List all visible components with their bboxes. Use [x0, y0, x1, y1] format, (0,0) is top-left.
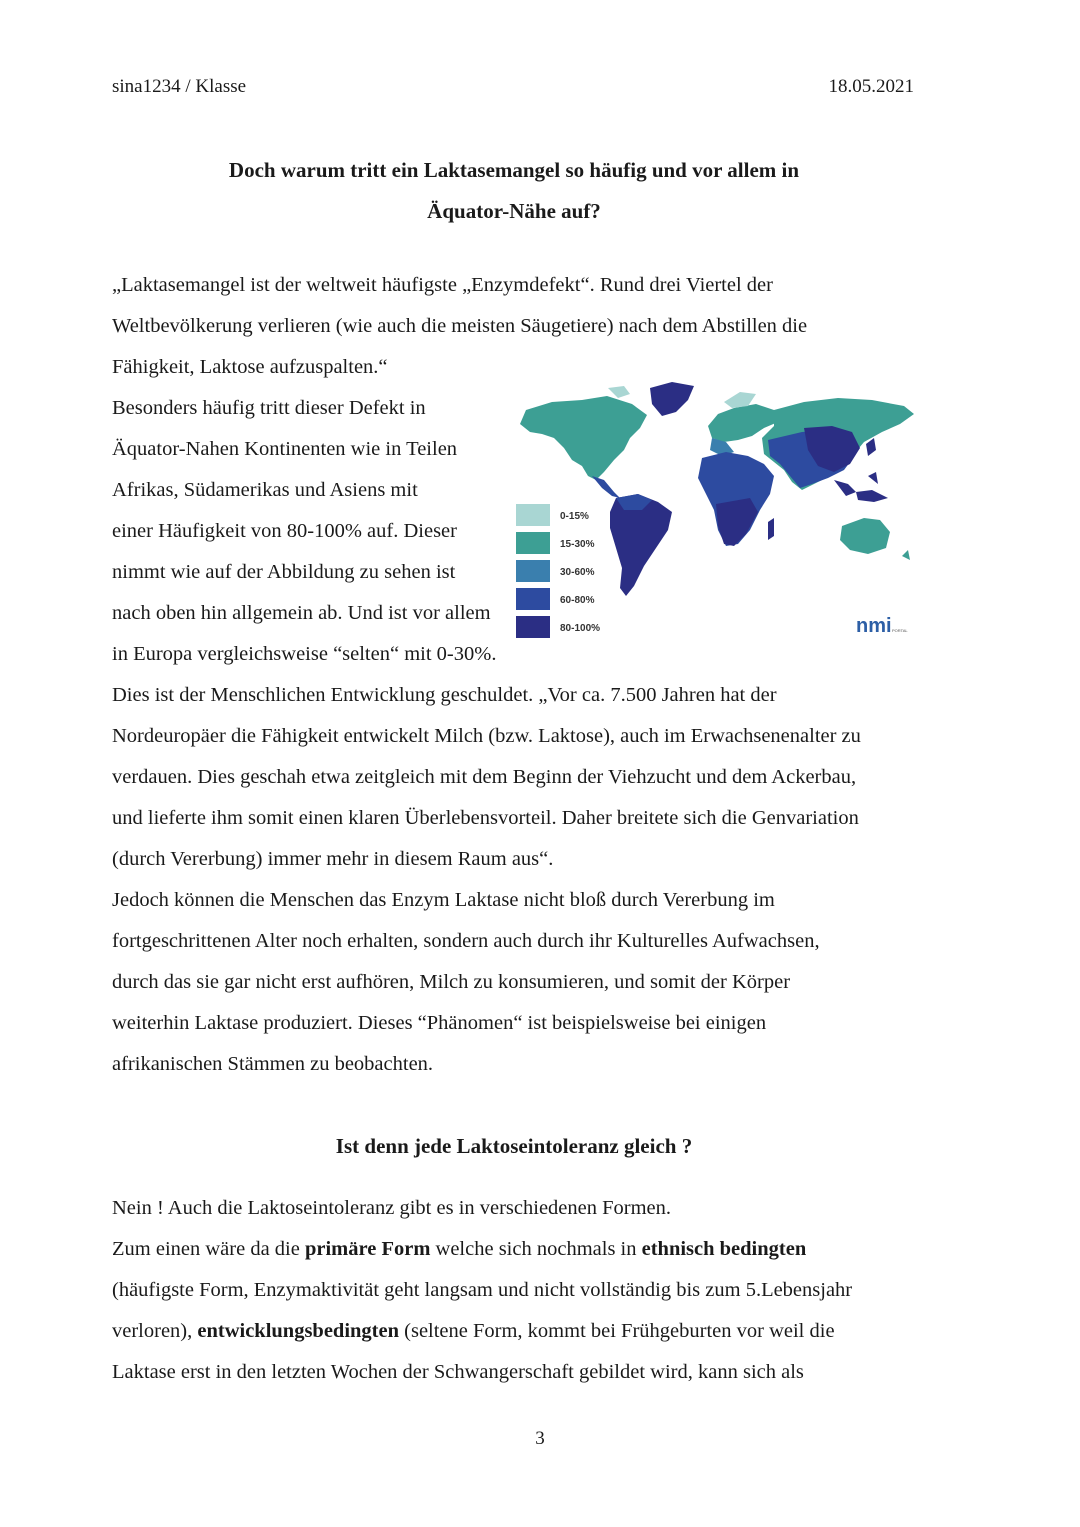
legend-label: 15-30%	[560, 539, 595, 550]
text-line: Afrikas, Südamerikas und Asiens mit	[112, 479, 418, 501]
text-line: afrikanischen Stämmen zu beobachten.	[112, 1053, 434, 1075]
text-line: Fähigkeit, Laktose aufzuspalten.“	[112, 356, 388, 378]
text-line: Nein ! Auch die Laktoseintoleranz gibt es in verschiedenen Formen.	[112, 1197, 672, 1219]
text-line: fortgeschrittenen Alter noch erhalten, sondern auch durch ihr Kulturelles Aufwachsen,	[112, 930, 820, 952]
heading-2: Ist denn jede Laktoseintoleranz gleich ?	[335, 1134, 693, 1158]
text-line: verdauen. Dies geschah etwa zeitgleich mit dem Beginn der Viehzucht und dem Ackerbau,	[112, 766, 857, 788]
legend-label: 30-60%	[560, 567, 595, 578]
bold-term-ethnic: ethnisch bedingten	[641, 1238, 807, 1260]
heading-line-2: Äquator-Nähe auf?	[427, 199, 601, 223]
legend-swatch	[516, 588, 550, 610]
text-run: verloren),	[112, 1320, 198, 1342]
text-line	[112, 1229, 852, 1270]
text-line: durch das sie gar nicht erst aufhören, Milch zu konsumieren, und somit der Körper	[112, 971, 791, 993]
text-line: „Laktasemangel ist der weltweit häufigste „Enzymdefekt“. Rund drei Viertel der	[112, 274, 773, 296]
paragraph-2	[112, 1188, 852, 1393]
map-legend	[516, 504, 600, 638]
text-line: (häufigste Form, Enzymaktivität geht langsam und nicht vollständig bis zum 5.Lebensjahr	[112, 1279, 853, 1301]
text-line: in Europa vergleichsweise “selten“ mit 0-30%.	[112, 643, 497, 665]
legend-label: 60-80%	[560, 595, 595, 606]
text-line: Jedoch können die Menschen das Enzym Laktase nicht bloß durch Vererbung im	[112, 889, 775, 911]
text-run: (seltene Form, kommt bei Frühgeburten vor weil die	[399, 1320, 835, 1342]
text-line: einer Häufigkeit von 80-100% auf. Dieser	[112, 520, 457, 542]
text-line: und lieferte ihm somit einen klaren Überlebensvorteil. Daher breitete sich die Genvariation	[112, 807, 859, 829]
legend-swatch	[516, 532, 550, 554]
legend-swatch	[516, 560, 550, 582]
text-line: Nordeuropäer die Fähigkeit entwickelt Milch (bzw. Laktose), auch im Erwachsenenalter zu	[112, 725, 861, 747]
text-run: Zum einen wäre da die	[112, 1238, 305, 1260]
text-line	[112, 1311, 852, 1352]
text-line: Laktase erst in den letzten Wochen der Schwangerschaft gebildet wird, kann sich als	[112, 1361, 804, 1383]
text-line: weiterhin Laktase produziert. Dieses “Phänomen“ ist beispielsweise bei einigen	[112, 1012, 767, 1034]
text-line: nimmt wie auf der Abbildung zu sehen ist	[112, 561, 456, 583]
page-number: 3	[535, 1428, 545, 1449]
legend-swatch	[516, 616, 550, 638]
header-author-class: sina1234 / Klasse	[112, 76, 247, 97]
nmi-logo: nmi	[856, 615, 892, 637]
text-run: welche sich nochmals in	[430, 1238, 642, 1260]
north-america-shape	[520, 396, 647, 480]
legend-label: 80-100%	[560, 623, 601, 634]
lactase-world-map	[512, 380, 922, 640]
bold-term-primary-form: primäre Form	[304, 1238, 431, 1260]
header-date: 18.05.2021	[828, 76, 914, 97]
text-line: Äquator-Nahen Kontinenten wie in Teilen	[112, 438, 458, 460]
australia-shape	[840, 518, 890, 554]
legend-swatch	[516, 504, 550, 526]
bold-term-developmental: entwicklungsbedingten	[197, 1320, 400, 1342]
greenland-shape	[650, 382, 694, 416]
text-line: Besonders häufig tritt dieser Defekt in	[112, 397, 426, 419]
legend-label: 0-15%	[560, 511, 589, 522]
nmi-logo-sub: PORTAL	[892, 628, 908, 633]
text-line: nach oben hin allgemein ab. Und ist vor allem	[112, 602, 491, 624]
heading-line-1: Doch warum tritt ein Laktasemangel so häufig und vor allem in	[228, 158, 800, 182]
text-line: (durch Vererbung) immer mehr in diesem Raum aus“.	[112, 848, 554, 870]
text-line: Dies ist der Menschlichen Entwicklung geschuldet. „Vor ca. 7.500 Jahren hat der	[112, 684, 777, 706]
text-line: Weltbevölkerung verlieren (wie auch die meisten Säugetiere) nach dem Abstillen die	[112, 315, 808, 337]
